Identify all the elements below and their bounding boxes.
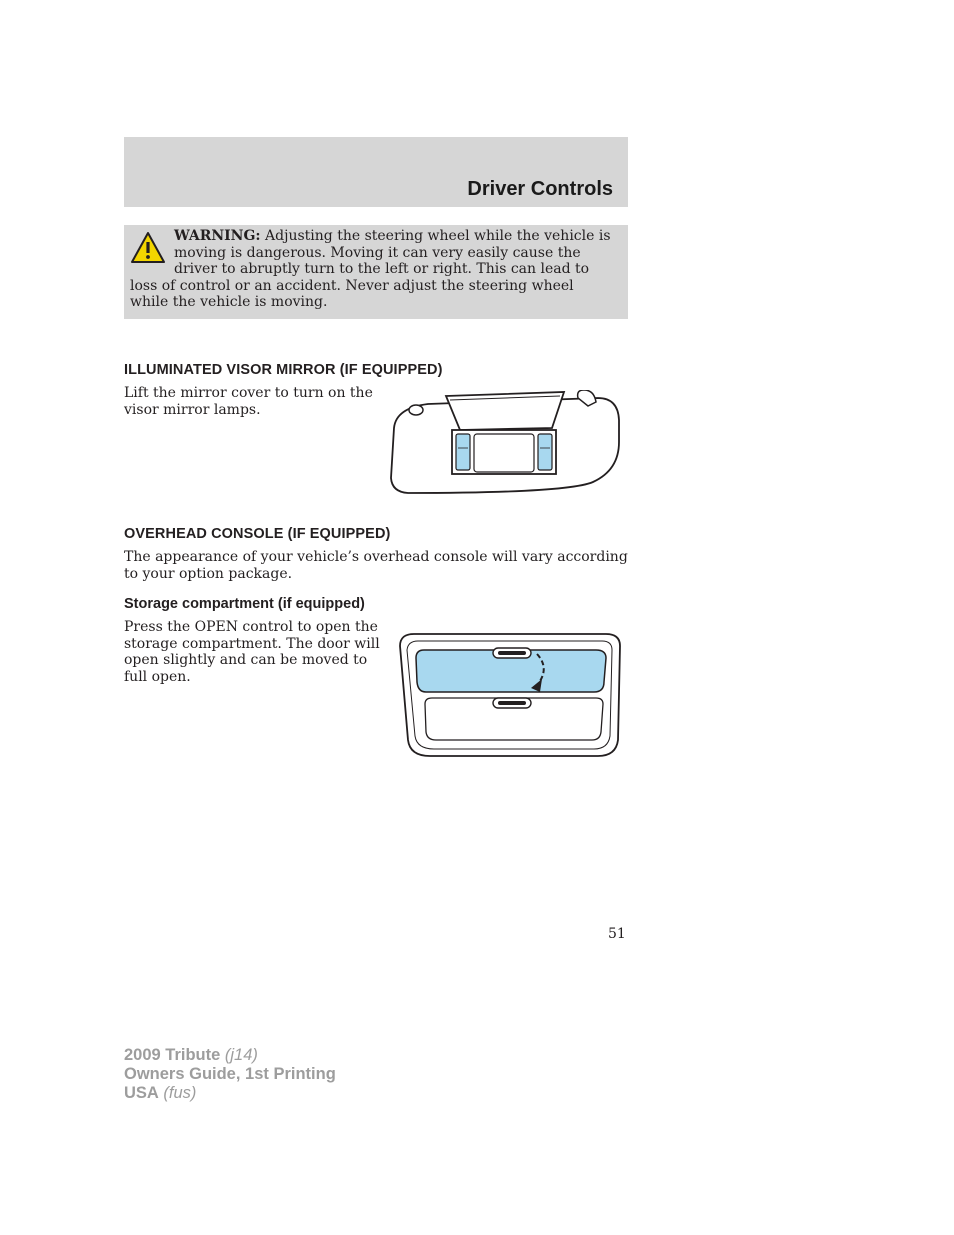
page-number: 51	[608, 926, 626, 942]
footer-line-1	[124, 1046, 336, 1065]
footer-line-3	[124, 1084, 336, 1103]
visor-mirror-illustration	[388, 390, 622, 496]
warning-text: Adjusting the steering wheel while the vehicle is moving is dangerous. Moving it can very easily cause the driver to abruptly turn to the left or right. This can lead to loss of control or an accident. Never adjust the steering wheel while the vehicle is moving.	[130, 228, 611, 310]
footer-model-code: (j14)	[220, 1046, 258, 1064]
overhead-console-text: The appearance of your vehicle’s overhead console will vary according to your option package.	[124, 549, 628, 582]
warning-label: WARNING:	[174, 228, 261, 244]
visor-mirror-heading: ILLUMINATED VISOR MIRROR (IF EQUIPPED)	[124, 362, 443, 378]
footer-line-2	[124, 1065, 336, 1084]
section-header-band	[124, 137, 628, 207]
overhead-console-heading: OVERHEAD CONSOLE (IF EQUIPPED)	[124, 526, 391, 542]
warning-triangle-icon	[130, 230, 166, 266]
footer-printing: Owners Guide, 1st Printing	[124, 1065, 336, 1083]
visor-mirror-text: Lift the mirror cover to turn on the visor mirror lamps.	[124, 385, 373, 418]
storage-compartment-text: Press the OPEN control to open the storage compartment. The door will open slightly and can be moved to full open.	[124, 619, 380, 685]
document-footer	[124, 1046, 336, 1103]
footer-market-code: (fus)	[158, 1084, 197, 1102]
footer-model: 2009 Tribute	[124, 1046, 221, 1064]
warning-box	[124, 225, 628, 319]
section-title: Driver Controls	[467, 178, 613, 200]
overhead-console-illustration	[398, 632, 622, 760]
storage-compartment-heading: Storage compartment (if equipped)	[124, 596, 365, 612]
footer-market: USA	[124, 1084, 159, 1102]
